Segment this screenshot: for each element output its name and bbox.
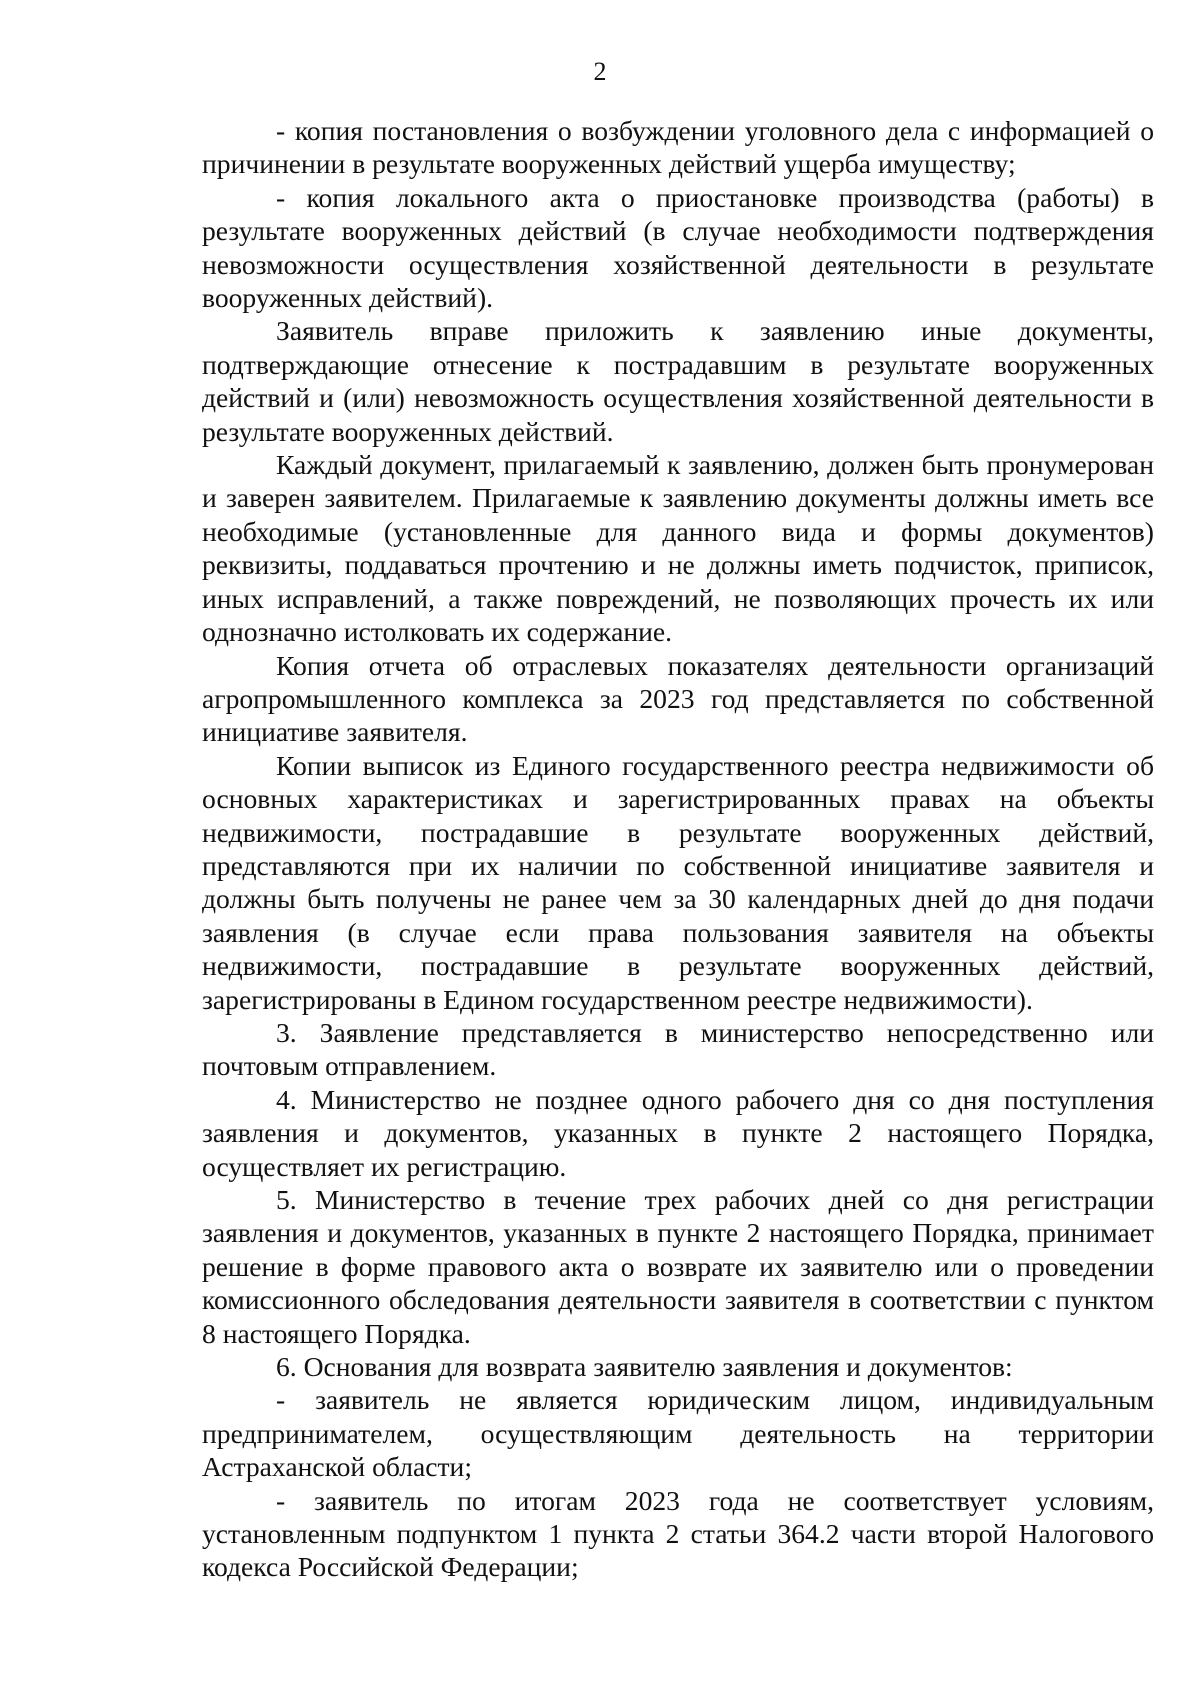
paragraph: Заявитель вправе приложить к заявлению иные документы, подтверждающие отнесение к пострадавшим в результате вооруженных действий и (или) невозможность осуществления хозяйственной деятельности в результате вооруженных действий. [202, 315, 1154, 447]
paragraph: - копия локального акта о приостановке производства (работы) в результате вооруженных действий (в случае необходимости подтверждения невозможности осуществления хозяйственной деятельности в результате вооруженных действий). [202, 181, 1154, 314]
paragraph: 4. Министерство не позднее одного рабочего дня со дня поступления заявления и документов, указанных в пункте 2 настоящего Порядка, осуществляет их регистрацию. [202, 1083, 1154, 1182]
paragraph: 5. Министерство в течение трех рабочих дней со дня регистрации заявления и документов, указанных в пункте 2 настоящего Порядка, принимает решение в форме правового акта о возврате их заявителю или о проведении комиссионного обследования деятельности заявителя в соответствии с пунктом 8 настоящего Порядка. [202, 1184, 1154, 1349]
paragraph: Каждый документ, прилагаемый к заявлению, должен быть пронумерован и заверен заявителем. Прилагаемые к заявлению документы должны иметь все необходимые (установленные для данного вида и формы документов) реквизиты, поддаваться прочтению и не должны иметь подчисток, приписок, иных исправлений, а также повреждений, не позволяющих прочесть их или однозначно истолковать их содержание. [202, 449, 1154, 648]
page-number: 2 [593, 57, 607, 86]
paragraph: 6. Основания для возврата заявителю заявления и документов: [276, 1351, 1013, 1383]
paragraph: 3. Заявление представляется в министерство непосредственно или почтовым отправлением. [202, 1016, 1154, 1082]
paragraph: - копия постановления о возбуждении уголовного дела с информацией о причинении в результате вооруженных действий ущерба имуществу; [202, 115, 1154, 180]
paragraph: Копии выписок из Единого государственного реестра недвижимости об основных характеристиках и зарегистрированных правах на объекты недвижимости, пострадавшие в результате вооруженных действий, представляются при их наличии по собственной инициативе заявителя и должны быть получены не ранее чем за 30 календарных дней до дня подачи заявления (в случае если права пользования заявителя на объекты недвижимости, пострадавшие в результате вооруженных действий, зарегистрированы в Едином государственном реестре недвижимости). [202, 749, 1154, 1015]
document-body [202, 114, 1154, 1584]
paragraph: - заявитель по итогам 2023 года не соответствует условиям, установленным подпунктом 1 пункта 2 статьи 364.2 части второй Налогового кодекса Российской Федерации; [202, 1484, 1154, 1583]
paragraph: - заявитель не является юридическим лицом, индивидуальным предпринимателем, осуществляющим деятельность на территории Астраханской области; [202, 1384, 1154, 1483]
paragraph: Копия отчета об отраслевых показателях деятельности организаций агропромышленного комплекса за 2023 год представляется по собственной инициативе заявителя. [202, 649, 1154, 748]
